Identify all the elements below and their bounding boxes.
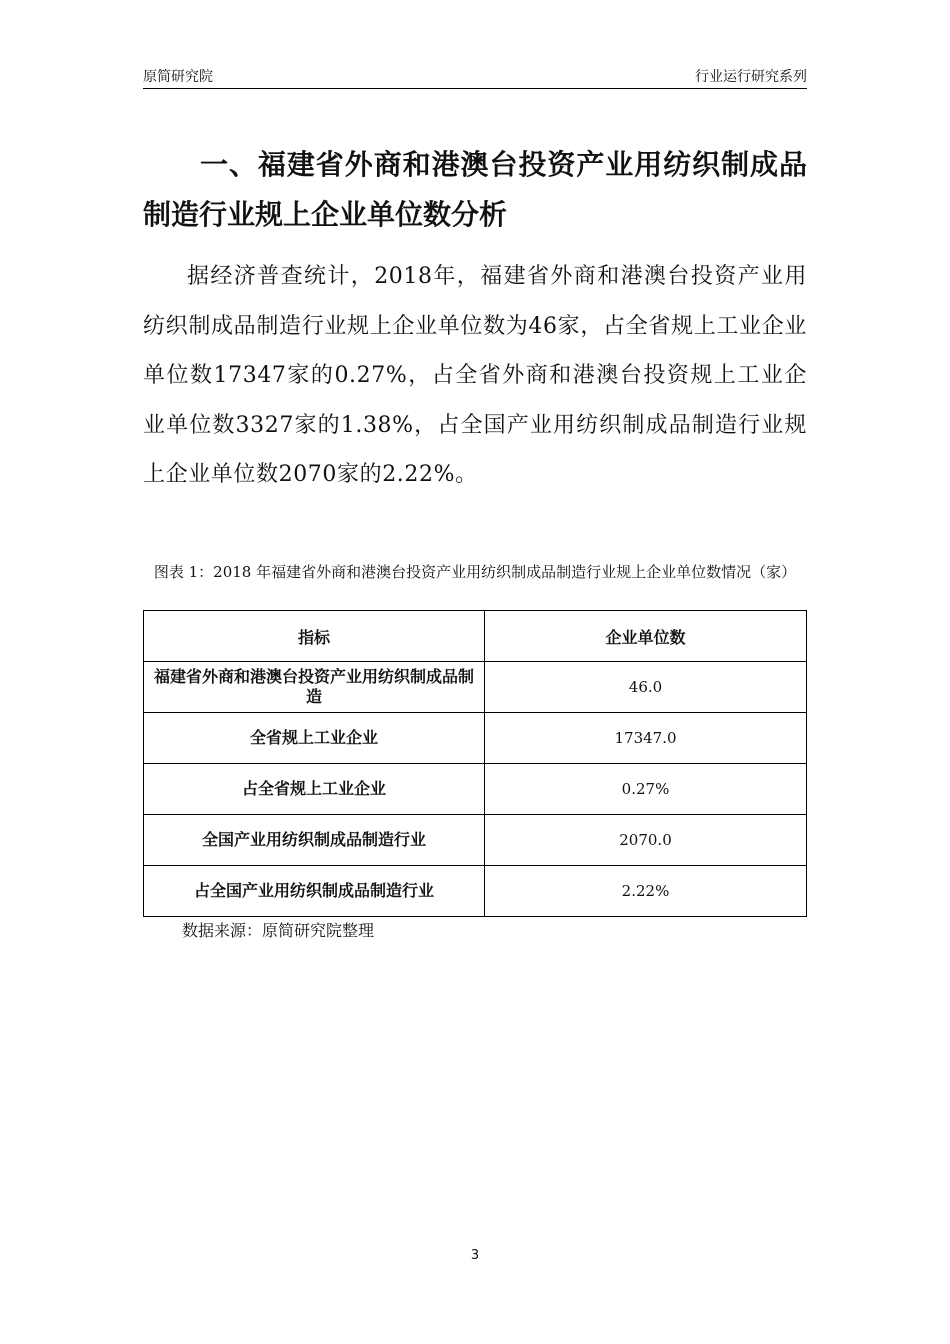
indicator-cell: 全国产业用纺织制成品制造行业 [144, 815, 485, 866]
page-header [143, 66, 807, 89]
indicator-cell: 占全省规上工业企业 [144, 764, 485, 815]
header-series: 行业运行研究系列 [695, 69, 807, 85]
value-cell: 17347.0 [485, 713, 807, 764]
column-header-count: 企业单位数 [485, 611, 807, 662]
table-row [144, 815, 807, 866]
value-cell: 0.27% [485, 764, 807, 815]
indicator-cell: 占全国产业用纺织制成品制造行业 [144, 866, 485, 917]
header-org: 原简研究院 [143, 69, 213, 85]
table-row [144, 866, 807, 917]
table-header-row [144, 611, 807, 662]
table-row [144, 713, 807, 764]
table-caption: 图表 1：2018 年福建省外商和港澳台投资产业用纺织制成品制造行业规上企业单位数情况（家） [153, 563, 797, 581]
column-header-indicator: 指标 [144, 611, 485, 662]
value-cell: 46.0 [485, 662, 807, 713]
value-cell: 2.22% [485, 866, 807, 917]
body-paragraph: 据经济普查统计，2018年，福建省外商和港澳台投资产业用纺织制成品制造行业规上企业单位数为46家，占全省规上工业企业单位数17347家的0.27%，占全省外商和港澳台投资规上工业企业单位数3327家的1.38%，占全国产业用纺织制成品制造行业规上企业单位数2070家的2.22%。 [143, 264, 807, 487]
indicator-cell: 福建省外商和港澳台投资产业用纺织制成品制造 [144, 662, 485, 713]
indicator-cell: 全省规上工业企业 [144, 713, 485, 764]
data-source-note: 数据来源：原简研究院整理 [182, 921, 375, 940]
value-cell: 2070.0 [485, 815, 807, 866]
page-number: 3 [470, 1248, 480, 1263]
data-table [143, 610, 807, 917]
table-row [144, 764, 807, 815]
table-row [144, 662, 807, 713]
section-heading: 一、福建省外商和港澳台投资产业用纺织制成品制造行业规上企业单位数分析 [143, 148, 807, 231]
